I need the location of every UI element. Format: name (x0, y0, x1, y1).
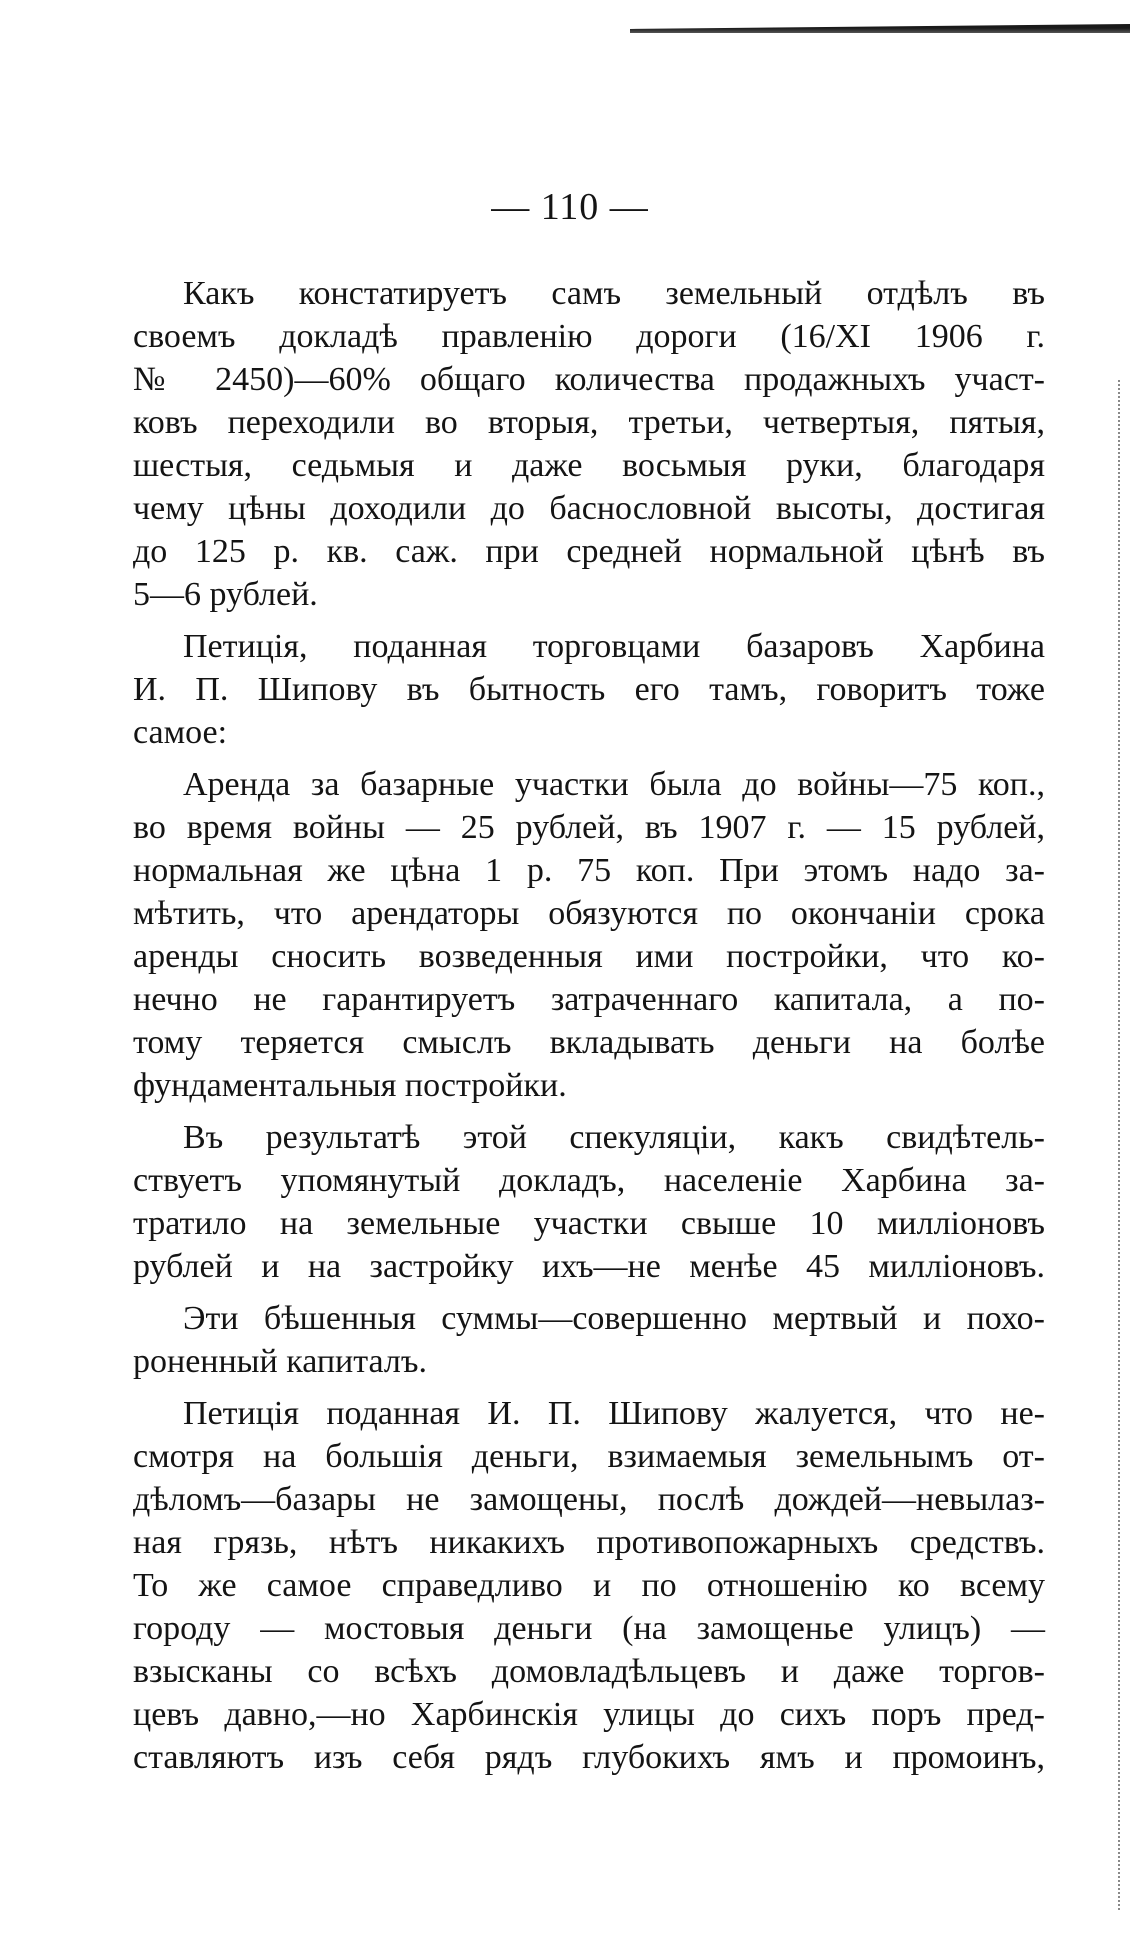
page-number: — 110 — (491, 186, 649, 228)
paragraph-5 (133, 1297, 1045, 1383)
paragraph-4 (133, 1116, 1045, 1288)
text-line: тратило на земельные участки свыше 10 милліоновъ (133, 1205, 1045, 1242)
text-line: цевъ давно,—но Харбинскія улицы до сихъ поръ пред- (133, 1696, 1045, 1733)
text-line: нормальная же цѣна 1 р. 75 коп. При этомъ надо за- (133, 852, 1045, 889)
text-line: до 125 р. кв. саж. при средней нормальной цѣнѣ въ (133, 533, 1045, 570)
text-line: нечно не гарантируетъ затраченнаго капитала, а по- (133, 981, 1045, 1018)
text-line: Петиція, поданная торговцами базаровъ Харбина (183, 628, 1045, 665)
text-line: То же самое справедливо и по отношенію ко всему (133, 1567, 1045, 1604)
text-line: дѣломъ—базары не замощены, послѣ дождей—невылаз- (133, 1481, 1045, 1518)
text-line: фундаментальныя постройки. (133, 1067, 567, 1104)
text-line: Эти бѣшенныя суммы—совершенно мертвый и похо- (183, 1300, 1045, 1337)
text-line: № 2450)—60% общаго количества продажныхъ участ- (133, 361, 1045, 398)
text-line: взысканы со всѣхъ домовладѣльцевъ и даже торгов- (133, 1653, 1045, 1690)
text-line: шестыя, седьмыя и даже восьмыя руки, благодаря (133, 447, 1045, 484)
text-line: 5—6 рублей. (133, 576, 318, 613)
text-line: смотря на большія деньги, взимаемыя земельнымъ от- (133, 1438, 1045, 1475)
body-text (133, 272, 1045, 1779)
top-rule (630, 24, 1130, 33)
text-line: своемъ докладѣ правленію дороги (16/XI 1906 г. (133, 318, 1045, 355)
text-line: Въ результатѣ этой спекуляціи, какъ свидѣтель- (183, 1119, 1045, 1156)
text-line: во время войны — 25 рублей, въ 1907 г. — 15 рублей, (133, 809, 1045, 846)
text-line: ставляютъ изъ себя рядъ глубокихъ ямъ и промоинъ, (133, 1739, 1045, 1776)
text-line: ная грязь, нѣтъ никакихъ противопожарныхъ средствъ. (133, 1524, 1045, 1561)
text-line: рублей и на застройку ихъ—не менѣе 45 милліоновъ. (133, 1248, 1045, 1285)
text-line: Аренда за базарные участки была до войны—75 коп., (183, 766, 1045, 803)
text-line: Петиція поданная И. П. Шипову жалуется, что не- (183, 1395, 1045, 1432)
text-line: роненный капиталъ. (133, 1343, 427, 1380)
text-line: Какъ констатируетъ самъ земельный отдѣлъ въ (183, 275, 1045, 312)
page-edge-marks (1118, 380, 1123, 1910)
paragraph-6 (133, 1392, 1045, 1779)
text-line: городу — мостовыя деньги (на замощенье улицъ) — (133, 1610, 1045, 1647)
text-line: ствуетъ упомянутый докладъ, населеніе Харбина за- (133, 1162, 1045, 1199)
text-line: мѣтить, что арендаторы обязуются по окончаніи срока (133, 895, 1045, 932)
paragraph-2 (133, 625, 1045, 754)
text-line: тому теряется смыслъ вкладывать деньги на болѣе (133, 1024, 1045, 1061)
text-line: аренды сносить возведенныя ими постройки, что ко- (133, 938, 1045, 975)
text-line: чему цѣны доходили до баснословной высоты, достигая (133, 490, 1045, 527)
text-line: самое: (133, 714, 228, 751)
text-line: И. П. Шипову въ бытность его тамъ, говоритъ тоже (133, 671, 1045, 708)
text-line: ковъ переходили во вторыя, третьи, четвертыя, пятыя, (133, 404, 1045, 441)
paragraph-3 (133, 763, 1045, 1107)
paragraph-1 (133, 272, 1045, 616)
